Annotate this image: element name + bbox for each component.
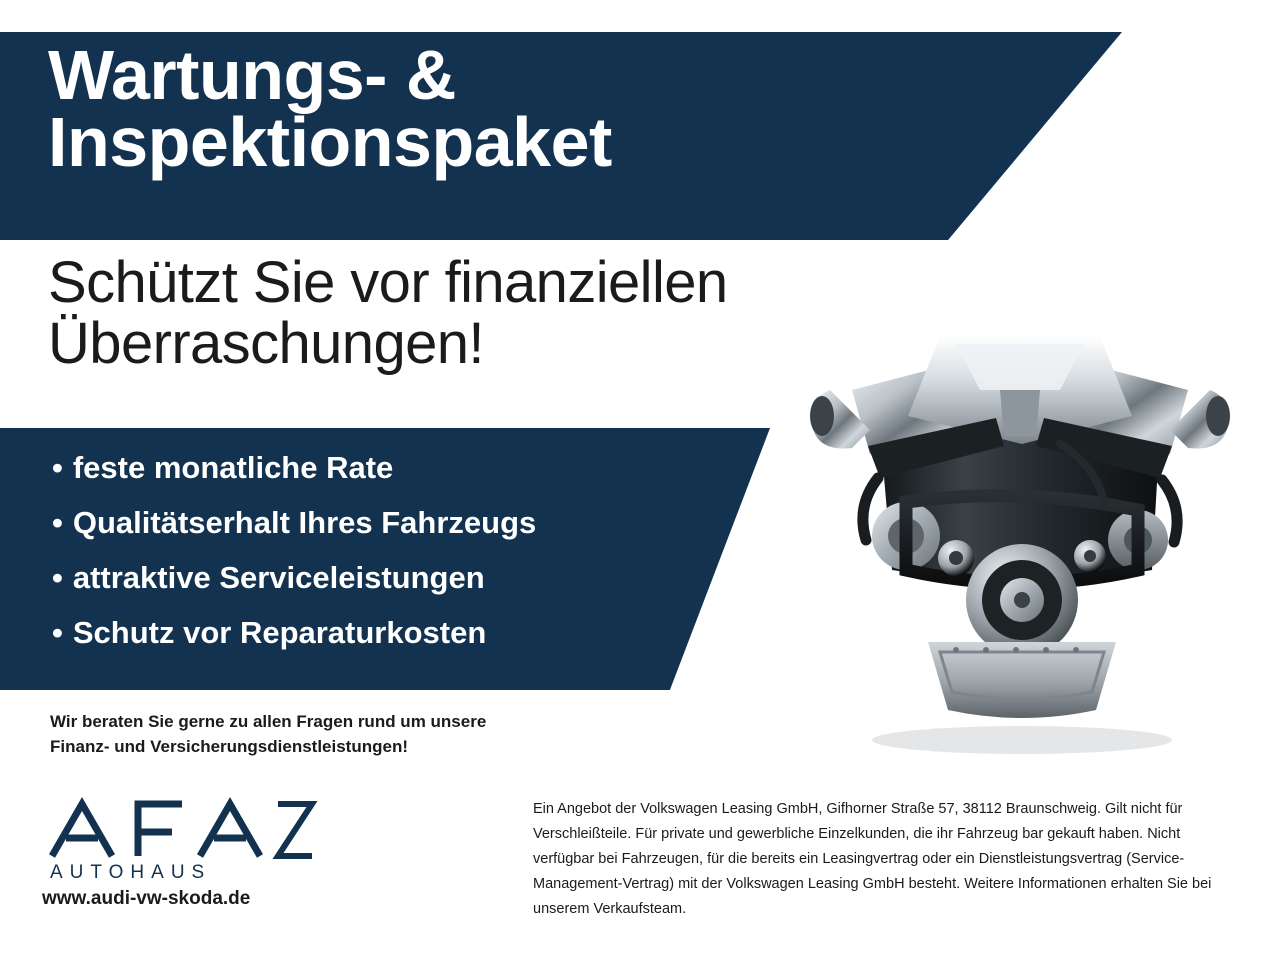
subheadline-line-1: Schützt Sie vor finanziellen (48, 250, 728, 315)
afa-logo-subtitle: AUTOHAUS (50, 862, 212, 882)
legal-disclaimer: Ein Angebot der Volkswagen Leasing GmbH, Gifhorner Straße 57, 38112 Braunschweig. Gilt nicht für Verschleißteile. Für private und gewerbliche Einzelkunden, die ihr Fahrzeug bar gekauft haben. Nicht verfügbar bei Fahrzeugen, für die bereits ein Leasingvertrag oder ein Dienstleistungsvertrag (Service-Management-Vertrag) mit der Volkswagen Leasing GmbH besteht. Weitere Informationen erhalten Sie bei unserem Verkaufsteam. (533, 801, 1212, 917)
bullet-dot-icon: • (52, 560, 63, 595)
afa-logo (42, 790, 332, 882)
list-item-label: Schutz vor Reparaturkosten (72, 615, 487, 650)
list-item (52, 452, 712, 483)
headline-line-1: Wartungs- & (48, 36, 456, 114)
list-item-label: feste monatliche Rate (72, 450, 394, 485)
list-item (52, 617, 712, 648)
advice-line-2: Finanz- und Versicherungsdienstleistungen! (50, 736, 408, 756)
subheadline (48, 252, 868, 375)
benefits-list (52, 452, 712, 672)
advice-line-1: Wir beraten Sie gerne zu allen Fragen rund um unsere (50, 712, 487, 731)
bullet-dot-icon: • (52, 505, 63, 540)
website-url[interactable]: www.audi-vw-skoda.de (42, 888, 251, 909)
headline-line-2: Inspektionspaket (48, 103, 612, 182)
advice-text (50, 710, 670, 759)
bullet-dot-icon: • (52, 615, 63, 650)
list-item (52, 562, 712, 593)
list-item-label: attraktive Serviceleistungen (72, 560, 485, 595)
page-title (48, 36, 908, 182)
brand-logo-block (42, 790, 362, 910)
list-item-label: Qualitätserhalt Ihres Fahrzeugs (72, 505, 537, 540)
list-item (52, 507, 712, 538)
subheadline-line-2: Überraschungen! (48, 311, 484, 377)
bullet-dot-icon: • (52, 450, 63, 485)
